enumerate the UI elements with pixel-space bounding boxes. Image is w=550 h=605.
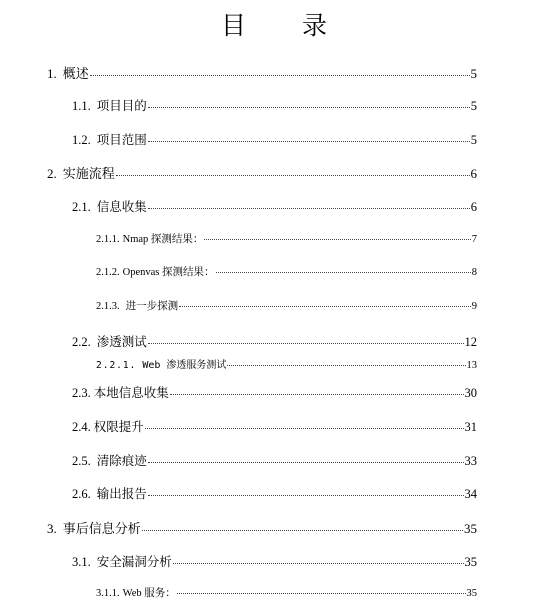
toc-leader xyxy=(90,75,470,76)
toc-leader xyxy=(116,175,470,176)
toc-page-number: 12 xyxy=(464,335,477,349)
toc-number: 1. xyxy=(47,66,57,81)
toc-leader xyxy=(148,208,470,209)
toc-leader xyxy=(204,239,470,240)
toc-number: 1.2. xyxy=(72,133,91,147)
toc-entry[interactable] xyxy=(72,455,477,468)
toc-page-number: 30 xyxy=(464,386,477,400)
toc-leader xyxy=(148,107,470,108)
toc-number: 2.1.1. xyxy=(96,234,120,245)
toc-number: 2.3. xyxy=(72,386,91,400)
toc-page-number: 35 xyxy=(466,588,477,599)
toc-leader xyxy=(148,495,464,496)
toc-entry[interactable] xyxy=(96,302,477,313)
toc-entry[interactable] xyxy=(96,268,477,279)
toc-leader xyxy=(177,593,466,594)
title-char: 目 xyxy=(220,11,248,40)
toc-entry[interactable] xyxy=(96,235,477,246)
toc-page-number: 31 xyxy=(464,420,477,434)
toc-entry[interactable] xyxy=(72,201,477,214)
title-char: 录 xyxy=(302,11,330,40)
toc-title: 项目目的 xyxy=(96,99,147,113)
toc-page-number: 6 xyxy=(470,200,477,214)
toc-title: 概述 xyxy=(62,66,89,81)
toc-entry[interactable] xyxy=(72,134,477,147)
toc-page-number: 8 xyxy=(471,267,477,278)
toc-page-number: 5 xyxy=(470,99,477,113)
toc-leader xyxy=(173,563,464,564)
toc-entry[interactable] xyxy=(72,556,477,569)
toc-page-number: 35 xyxy=(464,555,477,569)
toc-leader xyxy=(148,141,470,142)
toc-number: 2.2. xyxy=(72,335,91,349)
toc-number: 2.5. xyxy=(72,454,91,468)
toc-title: 输出报告 xyxy=(96,487,147,501)
toc-title: Web 服务： xyxy=(122,588,176,599)
toc-title: 渗透测试 xyxy=(96,335,147,349)
page-title xyxy=(0,6,550,42)
toc-title: 权限提升 xyxy=(93,420,144,434)
toc-title: 信息收集 xyxy=(96,200,147,214)
toc-page-number: 35 xyxy=(464,521,477,536)
toc-entry[interactable] xyxy=(47,167,477,180)
toc-page-number: 13 xyxy=(466,360,477,371)
toc-title: 项目范围 xyxy=(96,133,147,147)
toc-number: 1.1. xyxy=(72,99,91,113)
toc-number: 2.1.2. xyxy=(96,267,120,278)
toc-title: 实施流程 xyxy=(62,166,115,181)
toc-entry[interactable] xyxy=(72,336,477,349)
toc-entry[interactable] xyxy=(72,421,477,434)
toc-title: Openvas 探测结果： xyxy=(122,267,215,278)
toc-leader xyxy=(170,394,464,395)
toc-leader xyxy=(148,343,464,344)
toc-page-number: 5 xyxy=(470,133,477,147)
toc-number: 3.1. xyxy=(72,555,91,569)
toc-number: 2.4. xyxy=(72,420,91,434)
toc-page-number: 6 xyxy=(470,166,477,181)
toc-leader xyxy=(216,272,471,273)
toc-leader xyxy=(179,306,471,307)
toc-number: 2.2.1. xyxy=(96,360,137,371)
toc-leader xyxy=(148,462,464,463)
toc-title: Web 渗透服务测试 xyxy=(142,360,227,371)
toc-leader xyxy=(142,530,463,531)
toc-leader xyxy=(227,365,465,366)
toc-entry[interactable] xyxy=(47,67,477,80)
toc-page-number: 7 xyxy=(471,234,477,245)
toc-number: 3.1.1. xyxy=(96,588,120,599)
toc-title: 本地信息收集 xyxy=(93,386,169,400)
toc-title: Nmap 探测结果： xyxy=(122,234,204,245)
toc-title: 安全漏洞分析 xyxy=(96,555,172,569)
toc-page-number: 5 xyxy=(470,66,477,81)
toc-entry[interactable] xyxy=(72,100,477,113)
toc-number: 2.6. xyxy=(72,487,91,501)
toc-entry[interactable] xyxy=(96,361,477,372)
toc-number: 3. xyxy=(47,521,57,536)
toc-leader xyxy=(145,428,464,429)
toc-title: 事后信息分析 xyxy=(62,521,141,536)
toc-entry[interactable] xyxy=(96,589,477,600)
toc-number: 2.1.3. xyxy=(96,301,120,312)
toc-number: 2.1. xyxy=(72,200,91,214)
toc-title: 清除痕迹 xyxy=(96,454,147,468)
toc-number: 2. xyxy=(47,166,57,181)
toc-page-number: 34 xyxy=(464,487,477,501)
toc-entry[interactable] xyxy=(47,522,477,535)
toc-page-number: 33 xyxy=(464,454,477,468)
toc-title: 进一步探测 xyxy=(125,301,179,312)
toc-page-number: 9 xyxy=(471,301,477,312)
toc-entry[interactable] xyxy=(72,387,477,400)
toc-entry[interactable] xyxy=(72,488,477,501)
